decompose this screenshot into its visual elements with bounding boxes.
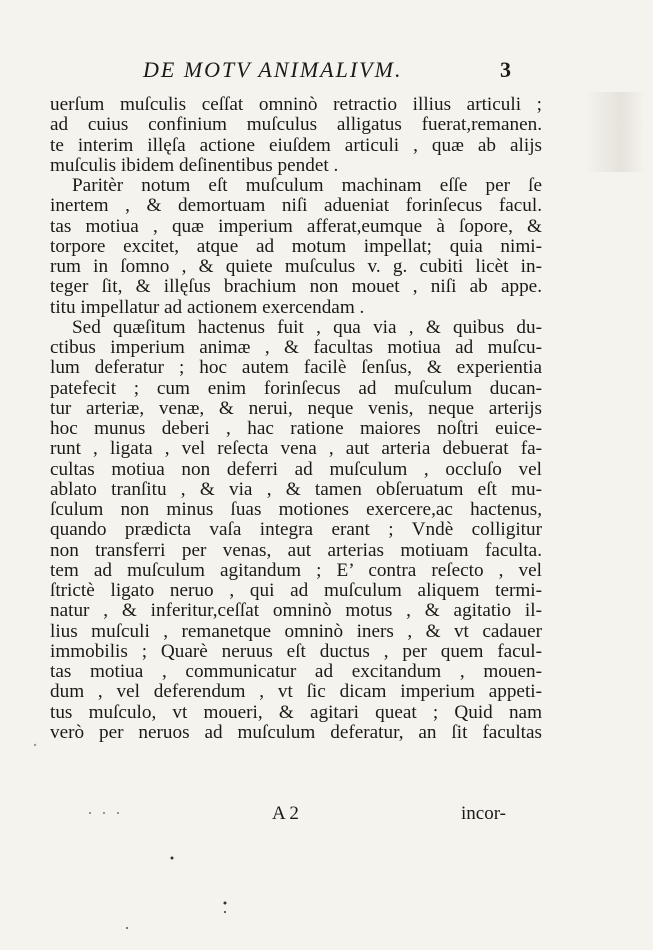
text-line: ctibus imperium animæ , & facultas motiua ad muſcu- (50, 337, 542, 358)
text-line: ſculum non minus ſuas motiones exercere,ac hactenus, (50, 499, 542, 520)
text-line: natur , & inferitur,ceſſat omninò motus , & agitatio il- (50, 600, 542, 622)
text-line: inertem , & demortuam niſi adueniat forinſecus facul. (50, 195, 542, 217)
speck (224, 902, 227, 905)
text-line: tus muſculo, vt moueri, & agitari queat ; Quid nam (50, 701, 542, 723)
text-line: rum in ſomno , & quiete muſculus v. g. cubiti licèt in- (50, 256, 542, 277)
text-line: dum , vel deferendum , vt ſic dicam imperium appeti- (50, 681, 542, 703)
text-line: torpore excitet, atque ad motum impellat; quia nimi- (50, 235, 542, 257)
text-line: tem ad muſculum agitandum ; E’ contra reſecto , vel (50, 559, 542, 581)
text-line: verò per neruos ad muſculum deferatur, an ſit facultas (50, 721, 542, 743)
text-line: lius muſculi , remanetque omninò iners , & vt cadauer (50, 620, 542, 642)
text-line: Paritèr notum eſt muſculum machinam eſſe per ſe (72, 175, 542, 196)
bleed-through-shadow (585, 92, 645, 172)
signature-mark: A 2 (272, 803, 299, 824)
text-line: cultas motiua non deferri ad muſculum , occluſo vel (50, 458, 542, 480)
speck (34, 744, 36, 746)
text-line: runt , ligata , vel reſecta vena , aut arteria debuerat fa- (50, 438, 542, 460)
speck (171, 857, 174, 860)
text-line: muſculis ibidem deſinentibus pendet . (50, 154, 339, 176)
catchword: incor- (461, 803, 506, 824)
text-line: hoc munus deberi , hac ratione maiores noſtri euice- (50, 418, 542, 439)
text-line: patefecit ; cum enim forinſecus ad muſculum ducan- (50, 377, 542, 399)
running-title: DE MOTV ANIMALIVM. (143, 57, 403, 82)
text-line: tur arteriæ, venæ, & nerui, neque venis, neque arterijs (50, 397, 542, 419)
text-line: ablato tranſitu , & via , & tamen obſeruatum eſt mu- (50, 478, 542, 500)
text-line: titu impellatur ad actionem exercendam . (50, 296, 365, 318)
text-line: te interim illęſa actione eiuſdem articuli , quæ ab alijs (50, 134, 542, 156)
text-line: ad cuius confinium muſculus alligatus fuerat,remanen. (50, 114, 542, 136)
text-line: quando prædicta vaſa integra erant ; Vndè colligitur (50, 519, 542, 541)
text-line: Sed quæſitum hactenus fuit , qua via , & quibus du- (72, 316, 542, 338)
speck (224, 911, 226, 913)
text-line: immobilis ; Quarè neruus eſt ductus , per quem facul- (50, 640, 542, 662)
text-line: tas motiua , quæ imperium afferat,eumque à ſopore, & (50, 215, 542, 237)
text-line: lum deferatur ; hoc autem facilè ſenſus, & experientia (50, 357, 542, 379)
text-line: uerſum muſculis ceſſat omninò retractio illius articuli ; (50, 94, 542, 115)
page-footer (0, 803, 653, 827)
page-header (0, 57, 653, 87)
text-line: non transferri per venas, aut arterias motiuam faculta. (50, 539, 542, 561)
text-line: tas motiua , communicatur ad excitandum , mouen- (50, 661, 542, 682)
text-line: ſtrictè ligato neruo , qui ad muſculum aliquem termi- (50, 580, 542, 601)
text-line: teger ſit, & illęſus brachium non mouet , niſi ab appe. (50, 276, 542, 298)
page-number: 3 (500, 57, 511, 82)
body-text (50, 95, 542, 743)
speck (126, 927, 128, 929)
